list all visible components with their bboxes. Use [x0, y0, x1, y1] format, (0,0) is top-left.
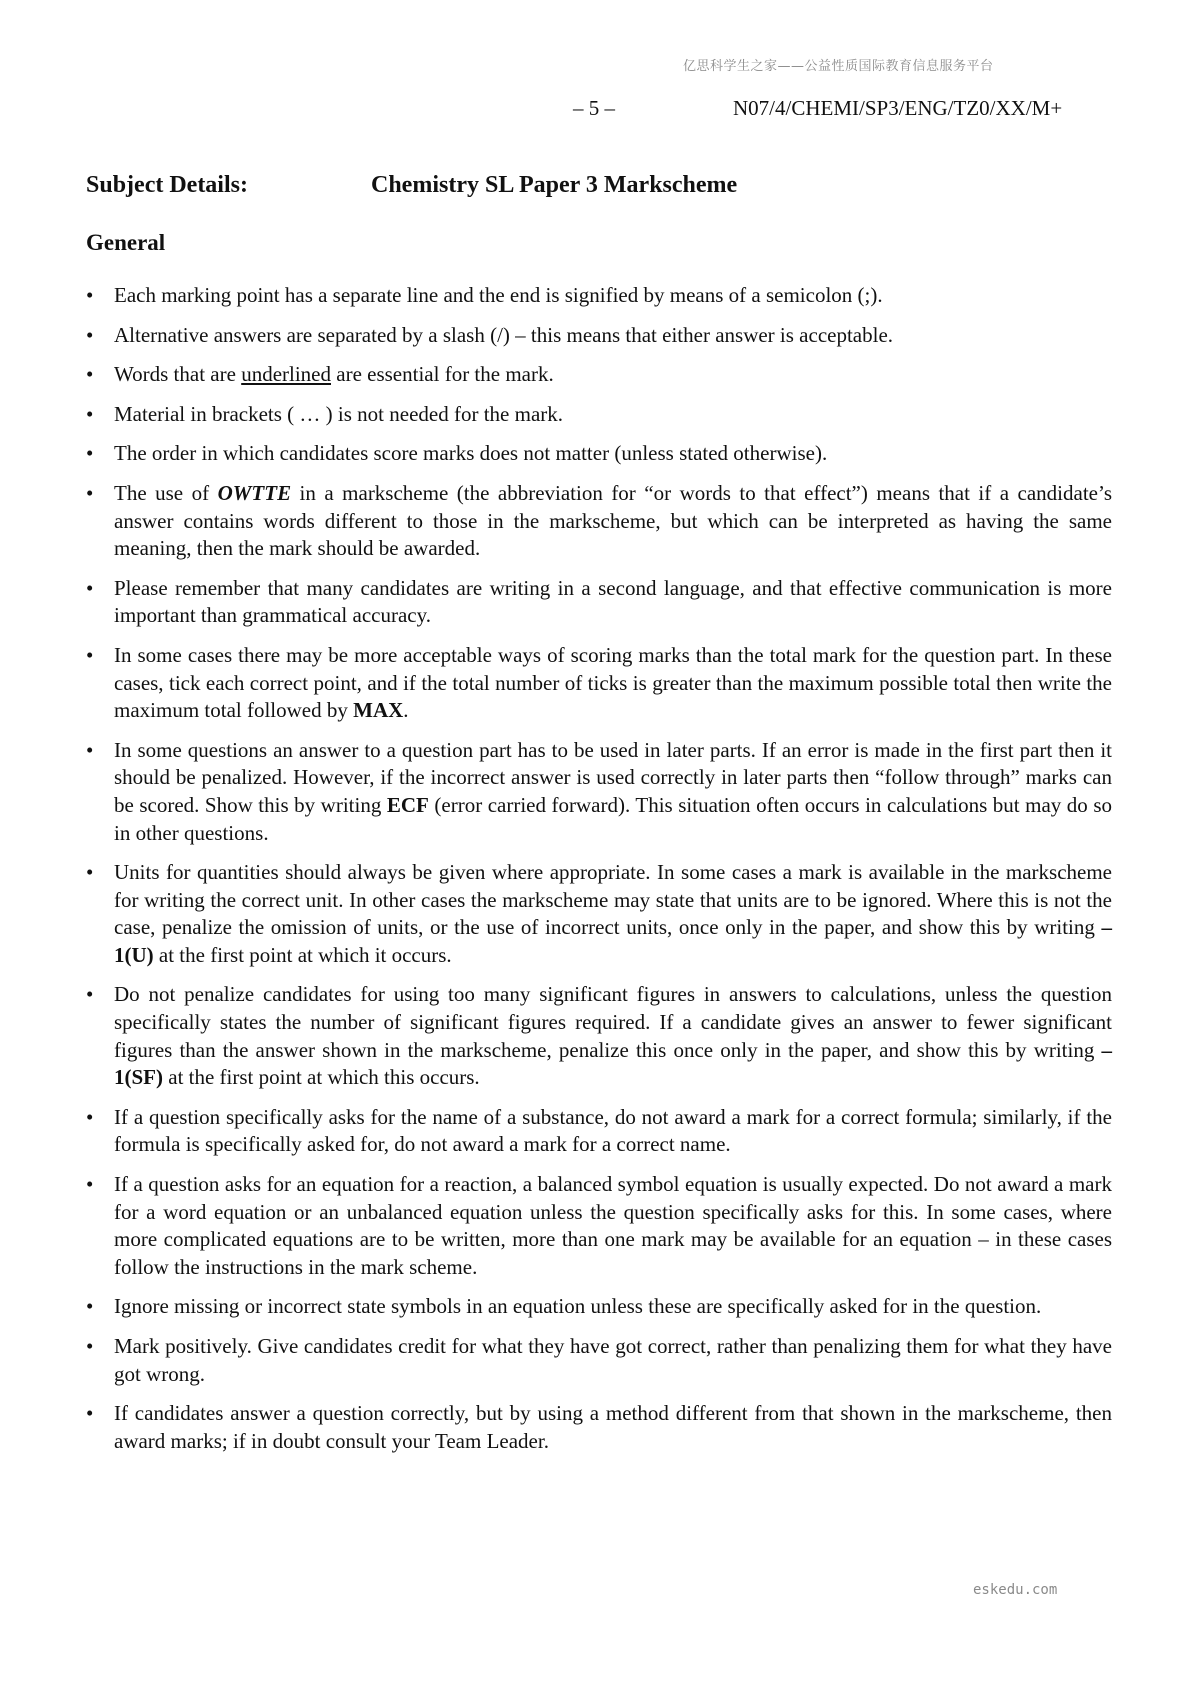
list-item: [86, 859, 1112, 969]
max-term: MAX: [353, 698, 404, 723]
point-text: The order in which candidates score marks does not matter (unless stated otherwise).: [114, 441, 828, 466]
list-item: [86, 1293, 1112, 1321]
point-text: Mark positively. Give candidates credit for what they have got correct, rather than penalizing them for what they have got wrong.: [114, 1334, 1112, 1386]
list-item: [86, 401, 1112, 429]
owtte-term: OWTTE: [217, 480, 292, 505]
underlined-word: underlined: [241, 362, 331, 387]
list-item: [86, 1104, 1112, 1159]
point-text: Material in brackets ( … ) is not needed for the mark.: [114, 401, 564, 426]
point-text: In some cases there may be more acceptable ways of scoring marks than the total mark for the question part. In these cases, tick each correct point, and if the total number of ticks is greater than the maximum possible total then write the maximum total followed by: [114, 642, 1112, 723]
point-text: If a question asks for an equation for a reaction, a balanced symbol equation is usually expected. Do not award a mark for a word equation or an unbalanced equation unless the question specifically asks for this. In some cases, where more complicated equations are to be written, more than one mark may be available for an equation – in these cases follow the instructions in the mark scheme.: [114, 1172, 1112, 1279]
list-item: [86, 575, 1112, 630]
point-text: .: [403, 698, 409, 723]
watermark-bottom: eskedu.com: [973, 1582, 1058, 1598]
document-code: N07/4/CHEMI/SP3/ENG/TZ0/XX/M+: [733, 96, 1063, 120]
list-item: [86, 361, 1112, 389]
ecf-term: ECF: [386, 792, 429, 817]
point-text: Ignore missing or incorrect state symbols in an equation unless these are specifically asked for in the question.: [114, 1294, 1042, 1319]
point-text: in a markscheme (the abbreviation for “or words to that effect”) means that if a candidate’s answer contains words different to those in the markscheme, but which can be interpreted as having the same meaning, then the mark should be awarded.: [114, 480, 1112, 561]
point-text: The use of: [114, 480, 218, 505]
list-item: [86, 282, 1112, 310]
list-item: [86, 1333, 1112, 1388]
point-text: at the first point at which it occurs.: [153, 942, 452, 967]
point-text: Alternative answers are separated by a slash (/) – this means that either answer is acceptable.: [114, 322, 894, 347]
subject-title: Chemistry SL Paper 3 Markscheme: [371, 172, 738, 198]
list-item: [86, 322, 1112, 350]
page-header: [0, 96, 1191, 122]
point-text: In some questions an answer to a question part has to be used in later parts. If an error is made in the first part then it should be penalized. However, if the incorrect answer is used correctly in later parts then “follow through” marks can be scored. Show this by writing: [114, 737, 1112, 817]
list-item: [86, 1400, 1112, 1455]
point-text: are essential for the mark.: [331, 362, 554, 387]
subject-label: Subject Details:: [86, 172, 248, 198]
list-item: [86, 1171, 1112, 1281]
units-penalty-term: –1(U): [114, 915, 1112, 967]
point-text: Do not penalize candidates for using too many significant figures in answers to calculations, unless the question specifically states the number of significant figures required. If a candidate gives an answer to fewer significant figures than the answer shown in the markscheme, penalize this once only in the paper, and show this by writing: [114, 982, 1112, 1062]
point-text: If candidates answer a question correctly, but by using a method different from that shown in the markscheme, then award marks; if in doubt consult your Team Leader.: [114, 1401, 1112, 1453]
point-text: (error carried forward). This situation often occurs in calculations but may do so in other questions.: [114, 792, 1112, 845]
list-item: [86, 737, 1112, 847]
point-text: If a question specifically asks for the name of a substance, do not award a mark for a correct formula; similarly, if the formula is specifically asked for, do not award a mark for a correct name.: [114, 1104, 1112, 1157]
point-text: Each marking point has a separate line and the end is signified by means of a semicolon (;).: [114, 283, 883, 307]
page-number: – 5 –: [573, 96, 615, 120]
point-text: Units for quantities should always be given where appropriate. In some cases a mark is available in the markscheme for writing the correct unit. In other cases the markscheme may state that units are to be ignored. Where this is not the case, penalize the omission of units, or the use of incorrect units, once only in the paper, and show this by writing: [114, 860, 1112, 940]
point-text: Words that are: [114, 362, 242, 387]
marking-guidelines-list: [86, 282, 1112, 1467]
point-text: Please remember that many candidates are writing in a second language, and that effective communication is more important than grammatical accuracy.: [114, 575, 1112, 628]
watermark-top: 亿思科学生之家——公益性质国际教育信息服务平台: [683, 59, 994, 74]
general-heading: General: [86, 230, 166, 255]
list-item: [86, 981, 1112, 1091]
list-item: [86, 642, 1112, 725]
point-text: at the first point at which this occurs.: [163, 1065, 480, 1090]
list-item: [86, 440, 1112, 468]
sf-penalty-term: –1(SF): [114, 1037, 1112, 1090]
list-item: [86, 480, 1112, 563]
